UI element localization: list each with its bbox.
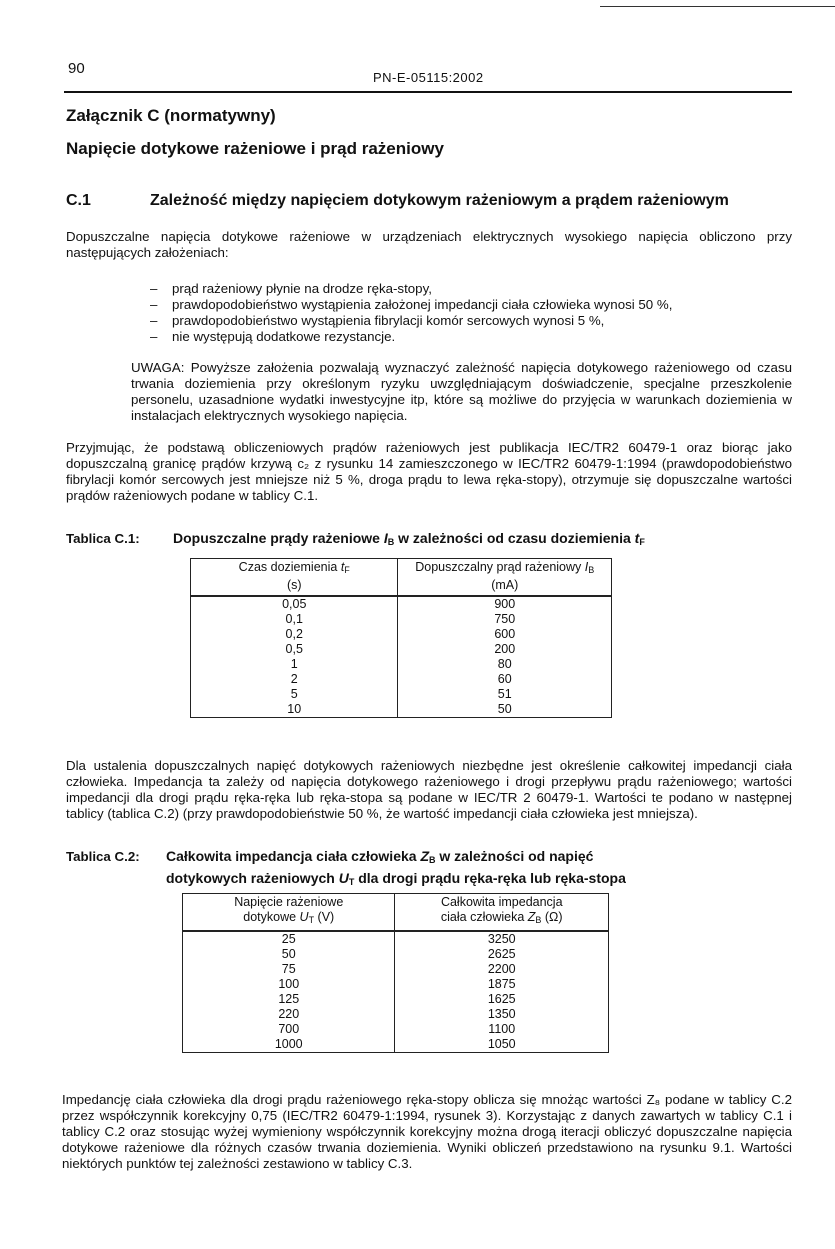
table-row: 1000 1050 — [183, 1037, 609, 1053]
table-c1-caption: Dopuszczalne prądy rażeniowe $I_B$ w zależności od czasu doziemienia $t_F$ — [173, 530, 645, 547]
note-paragraph: UWAGA: Powyższe założenia pozwalają wyznaczyć zależność napięcia dotykowego rażeniowego od czasu trwania doziemienia przy określonym ryzyku uwzględniającym doświadczenie, specjalne przeszkolenie personelu, uzasadnione wydatki inwestycyjne itp, które są możliwe do przyjęcia w warunkach doziemienia w instalacjach elektrycznych wysokiego napięcia. — [131, 360, 792, 423]
intro-paragraph: Dopuszczalne napięcia dotykowe rażeniowe w urządzeniach elektrycznych wysokiego napięcia obliczono przy następujących założeniach: — [66, 229, 792, 260]
table-row: 125 1625 — [183, 992, 609, 1007]
list-item: – prawdopodobieństwo wystąpienia założonej impedancji ciała człowieka wynosi 50 %, — [150, 297, 673, 312]
table-row: 75 2200 — [183, 962, 609, 977]
section-number: C.1 — [66, 192, 91, 209]
table-c1 — [190, 558, 612, 718]
table-row: 0,05 900 — [191, 596, 612, 612]
paragraph-4: Impedancję ciała człowieka dla drogi prądu rażeniowego ręka-stopy oblicza się mnożąc wartości Z₈ podane w tablicy C.2 przez współczynnik korekcyjny 0,75 (IEC/TR2 60479-1:1994, rysunek 3). Korzystając z danych zawartych w tablicy C.1 i tablicy C.2 oraz stosując wyżej wymieniony współczynnik korekcyjny można drogą iteracji obliczyć dopuszczalne napięcia dotykowe rażeniowe dla różnych czasów trwania doziemienia. Wyniki obliczeń przedstawiono na rysunku 9.1. Wartości niektórych punktów tej zależności zestawiono w tablicy C.3. — [62, 1092, 792, 1171]
table-row: 0,2 600 — [191, 627, 612, 642]
paragraph-2: Przyjmując, że podstawą obliczeniowych prądów rażeniowych jest publikacja IEC/TR2 60479-1 oraz biorąc jako dopuszczalną granicę prądów krzywą c₂ z rysunku 14 zamieszczonego w IEC/TR2 60479-1:1994 (prawdopodobieństwo fibrylacji komór sercowych jest mniejsze niż 5 %, droga prądu to lewa ręka-stopy), otrzymuje się dopuszczalne wartości prądów rażeniowych podane w tablicy C.1. — [66, 440, 792, 503]
header-rule — [64, 91, 792, 93]
list-item: – prąd rażeniowy płynie na drodze ręka-stopy, — [150, 281, 432, 296]
table-row: 10 50 — [191, 702, 612, 718]
table-c1-col-current-header: Dopuszczalny prąd rażeniowy $I_B$ (mA) — [398, 559, 612, 597]
table-row: 0,5 200 — [191, 642, 612, 657]
table-row: 2 60 — [191, 672, 612, 687]
table-c2-col-voltage-header: Napięcie rażeniowe dotykowe $U_T$ (V) — [183, 894, 395, 932]
table-c1-col-time-header: Czas doziemienia $t_F$ (s) — [191, 559, 398, 597]
table-row: 100 1875 — [183, 977, 609, 992]
table-row: 25 3250 — [183, 931, 609, 947]
annex-title: Załącznik C (normatywny) — [66, 106, 276, 125]
table-c2 — [182, 893, 609, 1053]
table-c2-caption-label: Tablica C.2: — [66, 849, 140, 864]
table-c2-caption: Całkowita impedancja ciała człowieka $Z_B$ w zależności od napięć dotykowych rażeniowych $U_T$ dla drogi prądu ręka-ręka lub ręka-stopa — [166, 848, 626, 887]
table-row: 50 2625 — [183, 947, 609, 962]
list-item: – nie występują dodatkowe rezystancje. — [150, 329, 396, 344]
table-row: 1 80 — [191, 657, 612, 672]
table-row: 220 1350 — [183, 1007, 609, 1022]
paragraph-3: Dla ustalenia dopuszczalnych napięć dotykowych rażeniowych niezbędne jest określenie całkowitej impedancji ciała człowieka. Impedancja ta zależy od napięcia dotykowego rażeniowego i drogi przepływu prądu rażeniowego; wartości impedancji dla drogi prądu ręka-ręka lub ręka-stopa są podane w IEC/TR 2 60479-1. Wartości te podano w następnej tablicy (tablica C.2) (przy prawdopodobieństwie 50 %, że wartość impedancji ciała człowieka jest mniejsza). — [66, 758, 792, 821]
standard-identifier: PN-E-05115:2002 — [373, 70, 484, 85]
list-item: – prawdopodobieństwo wystąpienia fibrylacji komór sercowych wynosi 5 %, — [150, 313, 605, 328]
page-number: 90 — [68, 60, 85, 77]
table-row: 5 51 — [191, 687, 612, 702]
table-row: 0,1 750 — [191, 612, 612, 627]
assumptions-list — [150, 281, 672, 345]
table-row: 700 1100 — [183, 1022, 609, 1037]
section-title: Zależność między napięciem dotykowym rażeniowym a prądem rażeniowym — [150, 192, 729, 209]
table-c1-caption-label: Tablica C.1: — [66, 531, 140, 546]
table-c2-col-impedance-header: Całkowita impedancja ciała człowieka $Z_B$ (Ω) — [395, 894, 609, 932]
annex-subtitle: Napięcie dotykowe rażeniowe i prąd rażeniowy — [66, 139, 444, 158]
top-edge-line — [600, 6, 835, 7]
